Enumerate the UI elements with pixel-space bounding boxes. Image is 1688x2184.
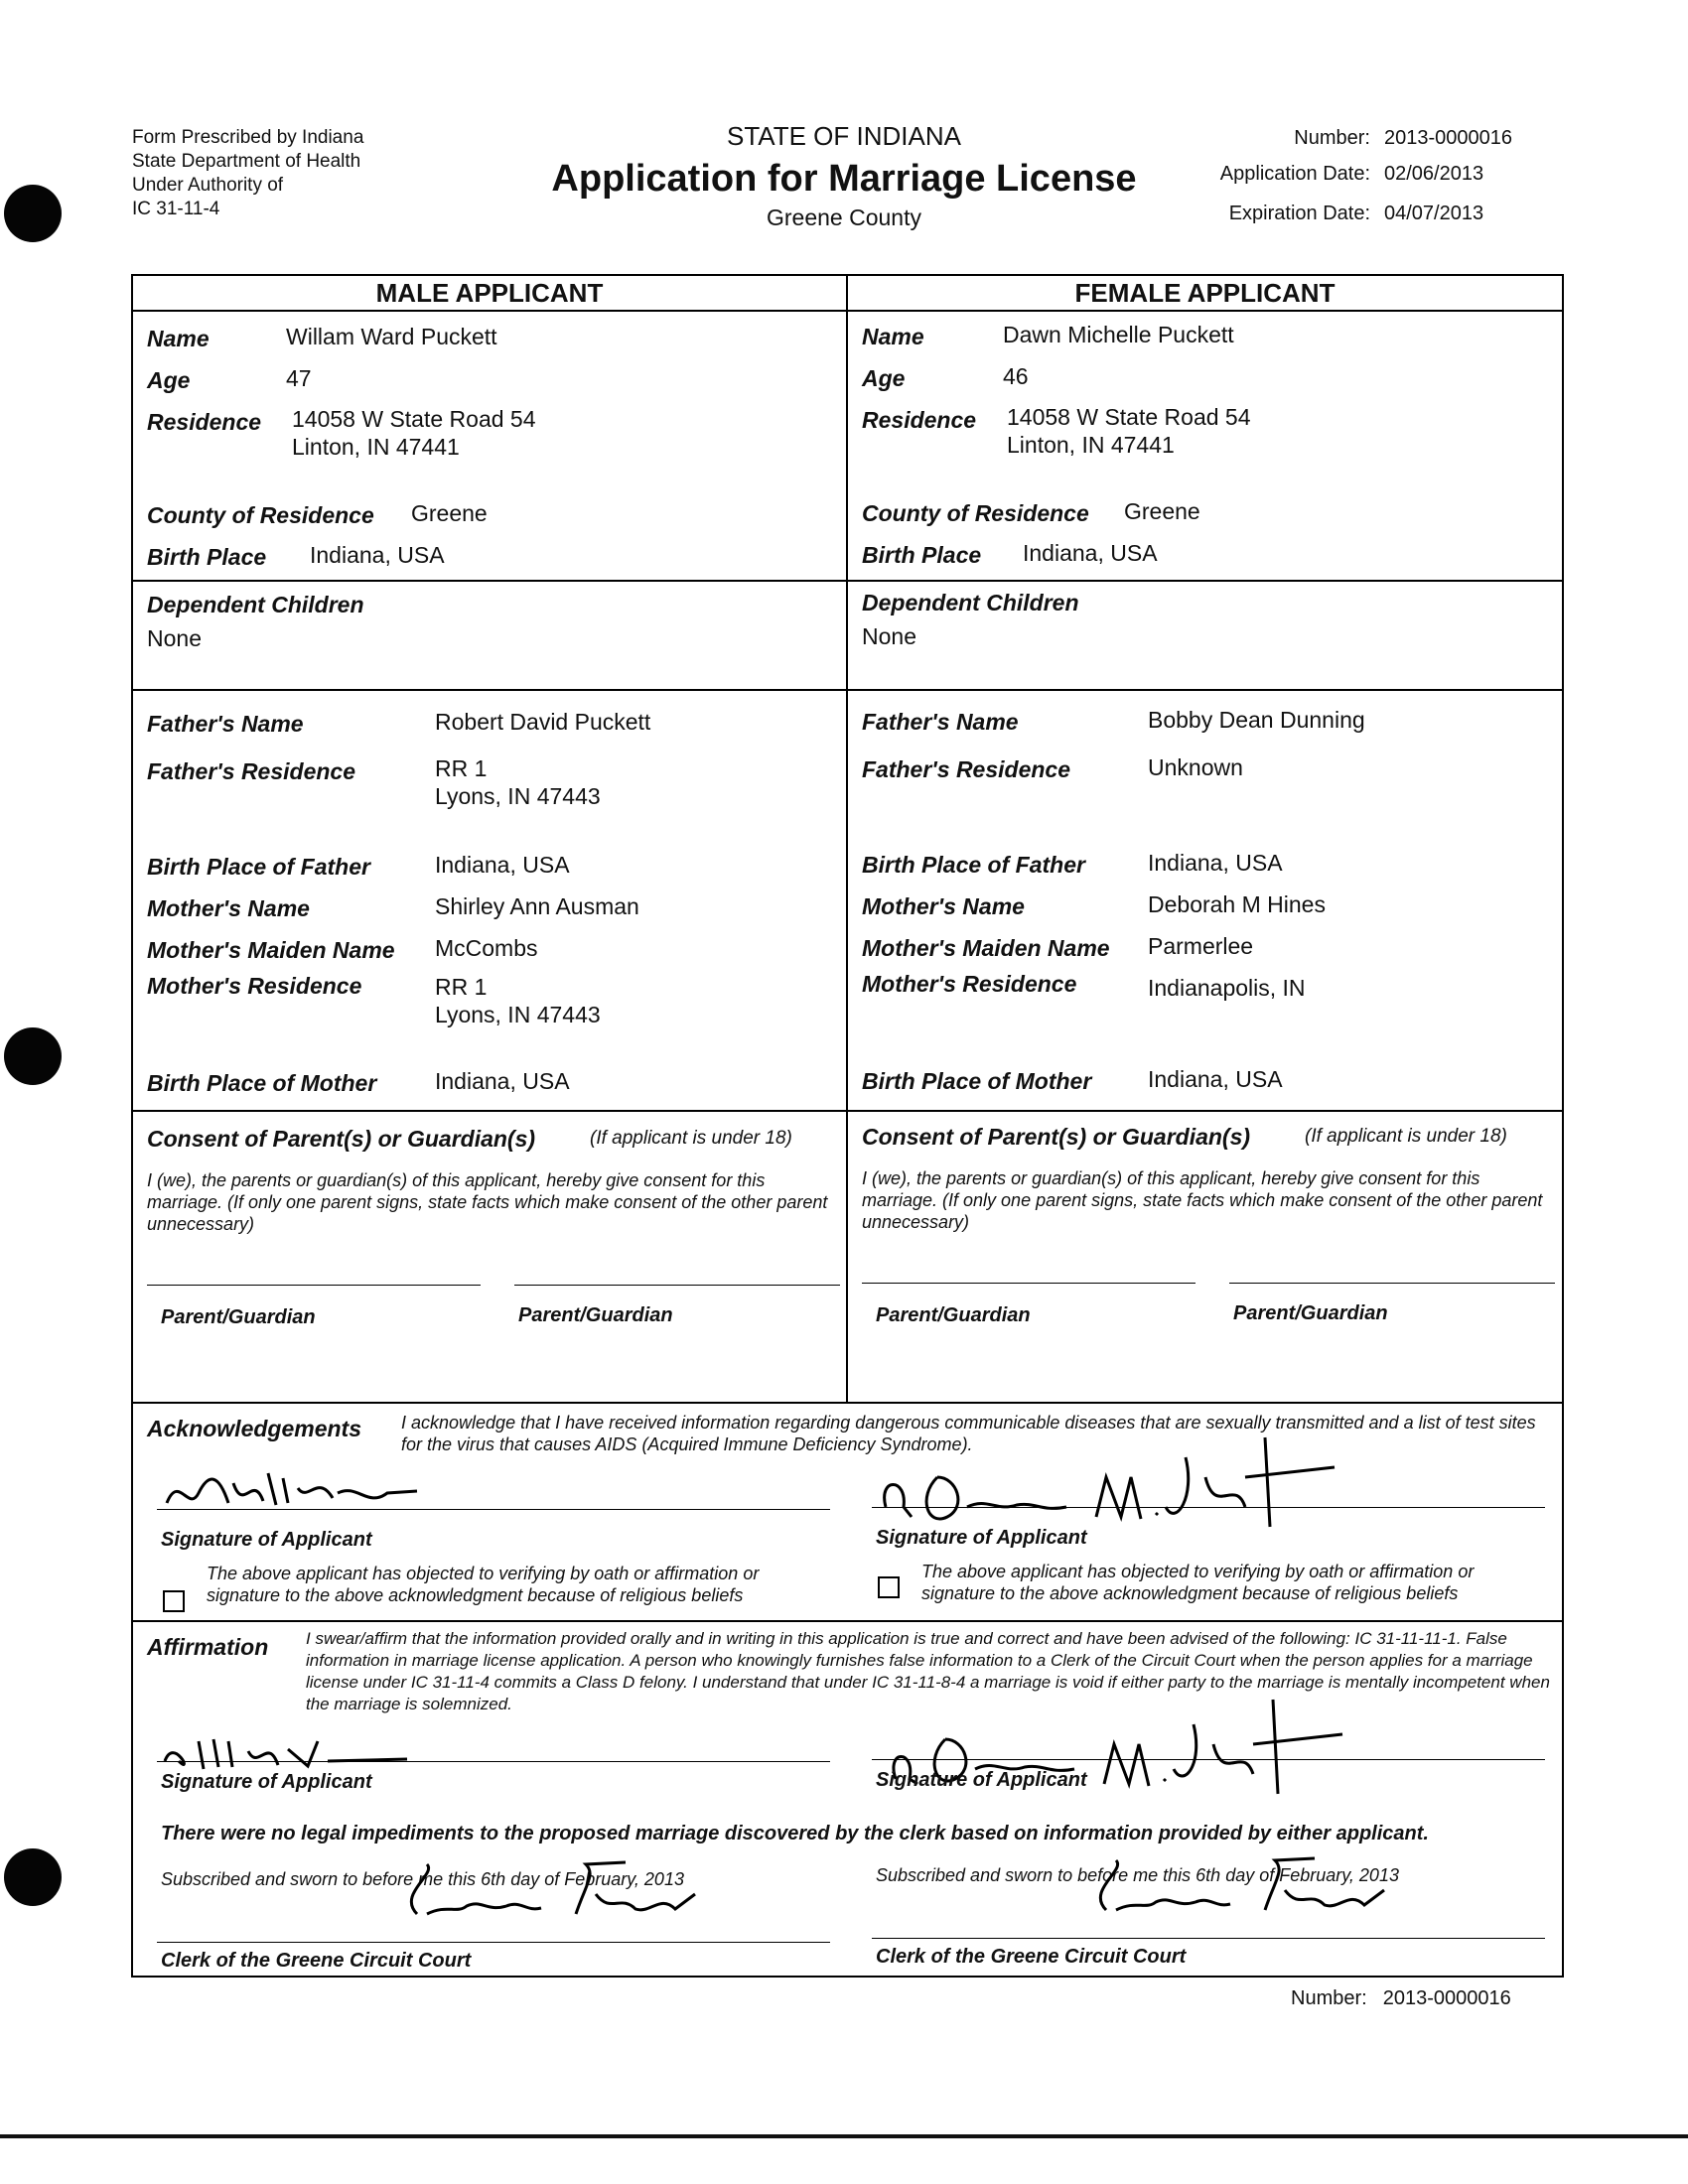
heading-rule [133, 310, 1562, 312]
female-affirmation-signature-label: Signature of Applicant [876, 1769, 1087, 1791]
male-father-name-value: Robert David Puckett [435, 709, 651, 735]
female-religious-objection-checkbox[interactable] [878, 1576, 900, 1598]
clerk-signature-right [1086, 1850, 1404, 1930]
section-rule-acknowledgements [133, 1402, 1562, 1404]
female-father-residence-value: Unknown [1148, 754, 1243, 780]
female-mother-name-label: Mother's Name [862, 893, 1025, 919]
female-father-name-label: Father's Name [862, 709, 1019, 735]
male-affirmation-signature-line [157, 1761, 830, 1762]
male-applicant-heading: MALE APPLICANT [375, 278, 604, 308]
binder-hole-bottom [4, 1848, 62, 1906]
female-parent-signature-line-2 [1229, 1283, 1555, 1284]
section-rule-dependents [133, 580, 1562, 582]
clerk-label-right: Clerk of the Greene Circuit Court [876, 1946, 1187, 1968]
female-residence-value [1007, 403, 1251, 459]
male-parent-signature-line-2 [514, 1285, 840, 1286]
clerk-signature-line-left [157, 1942, 830, 1943]
female-mother-maiden-label: Mother's Maiden Name [862, 935, 1110, 961]
male-mother-birth-place-label: Birth Place of Mother [147, 1070, 377, 1096]
scan-bottom-edge [0, 2134, 1688, 2138]
female-acknowledgement-signature [868, 1418, 1543, 1537]
footer-number [1291, 1987, 1511, 2010]
female-county-label: County of Residence [862, 500, 1089, 526]
male-consent-text: I (we), the parents or guardian(s) of this applicant, hereby give consent for this marriage. (If only one parent signs, state facts which make consent of the other parent unnecessary) [147, 1170, 828, 1234]
male-mother-residence-line2: Lyons, IN 47443 [435, 1002, 601, 1027]
male-father-residence-line2: Lyons, IN 47443 [435, 783, 601, 809]
male-acknowledgement-signature [159, 1453, 516, 1523]
male-birth-place-value: Indiana, USA [310, 542, 445, 568]
section-rule-parents [133, 689, 1562, 691]
male-name-label: Name [147, 326, 210, 351]
male-residence-line1: 14058 W State Road 54 [292, 406, 536, 432]
county-name: Greene County [767, 205, 921, 230]
application-form [131, 274, 1564, 1978]
male-religious-objection-checkbox[interactable] [163, 1590, 185, 1612]
male-father-residence-line1: RR 1 [435, 755, 488, 781]
male-affirmation-signature-label: Signature of Applicant [161, 1771, 372, 1793]
female-name-value: Dawn Michelle Puckett [1003, 322, 1234, 347]
female-residence-line2: Linton, IN 47441 [1007, 432, 1175, 458]
male-mother-residence-value [435, 973, 601, 1028]
authority-line: IC 31-11-4 [132, 199, 220, 219]
male-parent-signature-line-1 [147, 1285, 481, 1286]
female-affirmation-signature-line [872, 1759, 1545, 1760]
female-mother-maiden-value: Parmerlee [1148, 933, 1254, 959]
female-residence-line1: 14058 W State Road 54 [1007, 404, 1251, 430]
acknowledgements-title: Acknowledgements [147, 1416, 361, 1441]
male-birth-place-label: Birth Place [147, 544, 267, 570]
impediments-statement: There were no legal impediments to the proposed marriage discovered by the clerk based on information provided by either applicant. [161, 1823, 1429, 1844]
female-acknowledgement-signature-label: Signature of Applicant [876, 1527, 1087, 1549]
license-meta [1162, 127, 1512, 238]
female-county-value: Greene [1124, 498, 1200, 524]
female-applicant-heading: FEMALE APPLICANT [1074, 278, 1336, 308]
state-name: STATE OF INDIANA [727, 121, 961, 151]
male-father-residence-value [435, 754, 601, 810]
female-birth-place-value: Indiana, USA [1023, 540, 1158, 566]
male-county-value: Greene [411, 500, 488, 526]
female-dependents-label: Dependent Children [862, 590, 1079, 615]
female-dependents-value: None [862, 623, 916, 649]
binder-hole-top [4, 185, 62, 242]
male-mother-birth-place-value: Indiana, USA [435, 1068, 570, 1094]
male-mother-residence-line1: RR 1 [435, 974, 488, 1000]
female-mother-birth-place-label: Birth Place of Mother [862, 1068, 1092, 1094]
male-mother-name-value: Shirley Ann Ausman [435, 893, 639, 919]
male-parent-guardian-label-2: Parent/Guardian [518, 1304, 673, 1326]
male-mother-maiden-value: McCombs [435, 935, 538, 961]
male-mother-name-label: Mother's Name [147, 895, 310, 921]
male-county-label: County of Residence [147, 502, 374, 528]
affirmation-text: I swear/affirm that the information provided orally and in writing in this application is true and correct and have been advised of the following: IC 31-11-11-1. False information in marriage license application. A person who knowingly furnishes false information to a Clerk of the Circuit Court when the person applies for a marriage license under IC 31-11-4 commits a Class D felony. I understand that under IC 31-11-8-4 a marriage is void if either party to the marriage is mentally incompetent when the marriage is solemnized. [306, 1629, 1550, 1713]
female-consent-text: I (we), the parents or guardian(s) of this applicant, hereby give consent for this marriage. (If only one parent signs, state facts which make consent of the other parent unnecessary) [862, 1168, 1543, 1232]
section-rule-consent [133, 1110, 1562, 1112]
female-religious-objection-text: The above applicant has objected to verifying by oath or affirmation or signature to the above acknowledgment because of religious beliefs [921, 1562, 1475, 1603]
male-residence-line2: Linton, IN 47441 [292, 434, 460, 460]
female-age-value: 46 [1003, 363, 1029, 389]
female-parent-guardian-label-2: Parent/Guardian [1233, 1302, 1388, 1324]
female-father-name-value: Bobby Dean Dunning [1148, 707, 1365, 733]
affirmation-title: Affirmation [147, 1634, 269, 1660]
male-residence-value [292, 405, 536, 461]
male-age-label: Age [147, 367, 191, 393]
female-consent-note: (If applicant is under 18) [1305, 1126, 1507, 1147]
clerk-label-left: Clerk of the Greene Circuit Court [161, 1950, 472, 1972]
male-father-residence-label: Father's Residence [147, 758, 355, 784]
male-religious-objection-text: The above applicant has objected to verifying by oath or affirmation or signature to the above acknowledgment because of religious beliefs [207, 1564, 760, 1605]
female-parent-guardian-label-1: Parent/Guardian [876, 1304, 1031, 1326]
clerk-signature-line-right [872, 1938, 1545, 1939]
male-age-value: 47 [286, 365, 312, 391]
sworn-statement-left: Subscribed and sworn to before me this 6th day of February, 2013 [161, 1869, 684, 1889]
application-date-label: Application Date: [1219, 163, 1370, 185]
female-residence-label: Residence [862, 407, 977, 433]
form-heading [467, 121, 1221, 231]
clerk-signature-left [397, 1854, 715, 1934]
female-birth-place-label: Birth Place [862, 542, 982, 568]
male-father-birth-place-label: Birth Place of Father [147, 854, 370, 880]
male-father-birth-place-value: Indiana, USA [435, 852, 570, 878]
female-mother-residence-value: Indianapolis, IN [1148, 975, 1306, 1001]
authority-line: Under Authority of [132, 175, 284, 196]
male-name-value: Willam Ward Puckett [286, 324, 497, 349]
female-name-label: Name [862, 324, 924, 349]
female-mother-birth-place-value: Indiana, USA [1148, 1066, 1283, 1092]
male-dependents-value: None [147, 625, 202, 651]
male-acknowledgement-signature-line [157, 1509, 830, 1510]
female-father-residence-label: Father's Residence [862, 756, 1070, 782]
acknowledgements-text: I acknowledge that I have received information regarding dangerous communicable diseases that are sexually transmitted and a list of test sites for the virus that causes AIDS (Acquired Immune Deficiency Syndrome). [401, 1413, 1536, 1454]
form-authority [132, 126, 363, 221]
male-consent-title: Consent of Parent(s) or Guardian(s) [147, 1126, 536, 1152]
female-mother-name-value: Deborah M Hines [1148, 891, 1326, 917]
expiration-date-label: Expiration Date: [1228, 203, 1370, 224]
female-parent-signature-line-1 [862, 1283, 1196, 1284]
number-label: Number: [1294, 127, 1370, 149]
male-parent-guardian-label-1: Parent/Guardian [161, 1306, 316, 1328]
binder-hole-middle [4, 1027, 62, 1085]
page-title: Application for Marriage License [551, 158, 1137, 200]
male-father-name-label: Father's Name [147, 711, 304, 737]
authority-line: Form Prescribed by Indiana [132, 127, 364, 148]
female-age-label: Age [862, 365, 906, 391]
section-rule-affirmation [133, 1620, 1562, 1622]
female-father-birth-place-value: Indiana, USA [1148, 850, 1283, 876]
footer-number-label: Number: [1291, 1987, 1367, 2009]
application-date-value: 02/06/2013 [1384, 163, 1484, 185]
male-residence-label: Residence [147, 409, 262, 435]
footer-number-value: 2013-0000016 [1382, 1987, 1511, 2009]
male-dependents-label: Dependent Children [147, 592, 364, 617]
sworn-statement-right: Subscribed and sworn to before me this 6th day of February, 2013 [876, 1865, 1399, 1885]
female-consent-title: Consent of Parent(s) or Guardian(s) [862, 1124, 1251, 1150]
column-divider [846, 276, 848, 1402]
male-acknowledgement-signature-label: Signature of Applicant [161, 1529, 372, 1551]
expiration-date-value: 04/07/2013 [1384, 203, 1484, 224]
male-consent-note: (If applicant is under 18) [590, 1128, 792, 1149]
male-mother-residence-label: Mother's Residence [147, 973, 362, 999]
female-acknowledgement-signature-line [872, 1507, 1545, 1508]
number-value: 2013-0000016 [1384, 127, 1513, 149]
female-mother-residence-label: Mother's Residence [862, 971, 1077, 997]
female-father-birth-place-label: Birth Place of Father [862, 852, 1085, 878]
male-mother-maiden-label: Mother's Maiden Name [147, 937, 395, 963]
authority-line: State Department of Health [132, 151, 361, 172]
